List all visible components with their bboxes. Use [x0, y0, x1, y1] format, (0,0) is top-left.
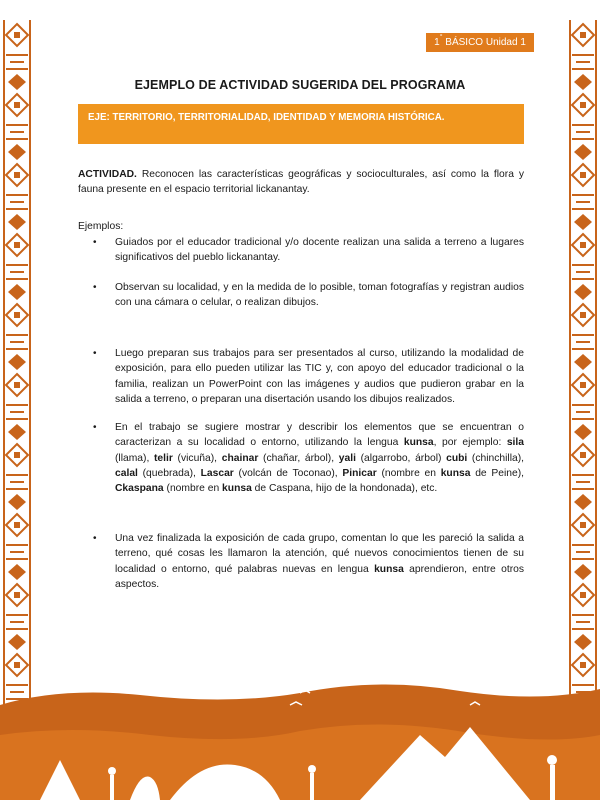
list-item — [78, 280, 524, 311]
list-item — [78, 531, 524, 592]
text-run: (vicuña), — [172, 452, 222, 464]
text-run: de Peine), — [470, 467, 524, 479]
kunsa-word: sila — [506, 437, 524, 449]
list-item-text: Luego preparan sus trabajos para ser presentados al curso, utilizando la modalidad de exposición, para ello pueden utilizar las TIC y, con apoyo del educador tradicional o la familia, realizan un PowerPoint con las imágenes y audios que pudieron grabar en la salida a terreno, o preparan una disertación usando los dibujos realizados. — [115, 348, 524, 405]
list-item-text: Guiados por el educador tradicional y/o docente realizan una salida a terreno a lugares significativos del pueblo lickanantay. — [115, 237, 524, 264]
examples-label: Ejemplos: — [78, 221, 124, 232]
text-run: , por ejemplo: — [433, 437, 507, 449]
text-run: En el trabajo se sugiere mostrar y describir los elementos que se encuentran o caracterizan a su localidad o entorno, utilizando la lengua — [115, 422, 524, 449]
bullet-marker: • — [93, 422, 97, 433]
list-item — [78, 235, 524, 266]
kunsa-word: calal — [115, 467, 138, 479]
text-run: (volcán de Toconao), — [233, 467, 343, 479]
activity-label: ACTIVIDAD. — [78, 169, 137, 180]
kunsa-word: yali — [338, 452, 356, 464]
text-run: (chañar, árbol), — [258, 452, 339, 464]
axis-banner: EJE: TERRITORIO, TERRITORIALIDAD, IDENTIDAD Y MEMORIA HISTÓRICA. — [78, 104, 524, 144]
bullet-marker: • — [93, 533, 97, 544]
grade-degree-sign: ° — [439, 34, 443, 41]
text-run: (nombre en — [376, 467, 441, 479]
grade-unit-badge — [426, 33, 534, 52]
bullet-marker: • — [93, 282, 97, 293]
text-run: de Caspana, hijo de la hondonada), etc. — [251, 483, 438, 495]
footer-landscape-illustration — [0, 665, 600, 800]
list-item — [78, 420, 524, 496]
list-item-text — [115, 531, 524, 592]
kunsa-term: kunsa — [403, 437, 434, 449]
kunsa-word: Ckaspana — [115, 483, 164, 495]
kunsa-word: telir — [154, 452, 173, 464]
kunsa-word: chainar — [221, 452, 259, 464]
activity-text: Reconocen las características geográficas y socioculturales, así como la flora y fauna presente en el espacio territorial lickanantay. — [78, 169, 524, 196]
activity-paragraph — [78, 167, 524, 198]
grade-number: 1 — [434, 37, 440, 48]
text-run: (nombre en — [163, 483, 223, 495]
text-run: (algarrobo, árbol) — [355, 452, 447, 464]
text-run: (llama), — [115, 452, 154, 464]
kunsa-term: kunsa — [440, 467, 471, 479]
text-run: (quebrada), — [137, 467, 201, 479]
kunsa-word: cubi — [446, 452, 468, 464]
list-item-text: Observan su localidad, y en la medida de lo posible, toman fotografías y registran audios con una cámara o celular, o realizan dibujos. — [115, 282, 524, 309]
kunsa-term: kunsa — [222, 483, 252, 495]
kunsa-word: Pinicar — [342, 467, 377, 479]
bullet-marker: • — [93, 348, 97, 359]
text-run: Una vez finalizada la exposición de cada grupo, comentan lo que les pareció la salida a terreno, qué cosas les llamaron la atención, qué nuevos conocimientos tienen de su localidad o entorno, qué palabras nuevas en lengua — [115, 533, 524, 575]
text-run: aprendieron, entre otros aspectos. — [115, 563, 524, 590]
text-run: (chinchilla), — [467, 452, 525, 464]
list-item — [78, 346, 524, 407]
list-item-text — [115, 420, 524, 496]
kunsa-term: kunsa — [374, 563, 404, 575]
kunsa-word: Lascar — [200, 467, 234, 479]
bullet-marker: • — [93, 237, 97, 248]
page-title: EJEMPLO DE ACTIVIDAD SUGERIDA DEL PROGRAMA — [134, 78, 466, 92]
grade-unit-label: BÁSICO Unidad 1 — [442, 37, 526, 48]
